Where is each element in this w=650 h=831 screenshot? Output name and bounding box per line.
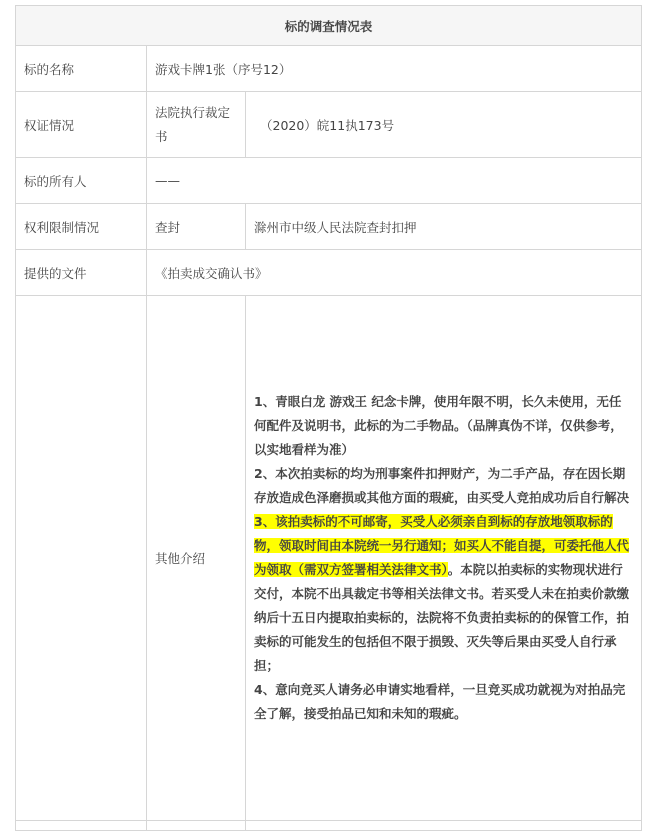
table-row-owner [16,158,642,204]
restriction-detail: 滁州市中级人民法院查封扣押 [246,204,642,250]
row-label-empty [16,296,147,821]
row-value: —— [147,158,642,204]
table-row-tail [16,821,642,831]
tail-cell [246,821,642,831]
row-label: 标的名称 [16,46,147,92]
highlighted-notice: 3、该拍卖标的不可邮寄，买受人必须亲自到标的存放地领取标的物，领取时间由本院统一另行通知；如买人不能自提，可委托他人代为领取（需双方签署相关法律文书） [254,514,630,577]
tail-cell [16,821,147,831]
table-row-restriction [16,204,642,250]
restriction-type: 查封 [147,204,246,250]
notice-text [246,296,642,821]
table-title-row [16,6,642,46]
notice-item-4: 4、意向竞买人请务必申请实地看样，一旦竞买成功就视为对拍品完全了解，接受拍品已知和未知的瑕疵。 [254,682,626,721]
survey-table [15,5,642,831]
table-title: 标的调查情况表 [16,6,642,46]
notice-item-3 [254,510,633,678]
table-row-other [16,296,642,821]
table-row-documents [16,250,642,296]
row-label: 提供的文件 [16,250,147,296]
notice-item-3-rest: 。本院以拍卖标的实物现状进行交付，本院不出具裁定书等相关法律文书。若买受人未在拍卖价款缴纳后十五日内提取拍卖标的，法院将不负责拍卖标的的保管工作，拍卖标的可能发生的包括但不限于损毁、灭失等后果由买受人自行承担； [254,562,630,673]
notice-item-1: 1、青眼白龙 游戏王 纪念卡牌，使用年限不明，长久未使用，无任何配件及说明书，此标的为二手物品。（品牌真伪不详，仅供参考，以实地看样为准） [254,394,623,457]
row-value: 游戏卡牌1张（序号12） [147,46,642,92]
row-label: 其他介绍 [147,296,246,821]
table-row-name [16,46,642,92]
notice-item-2: 2、本次拍卖标的均为刑事案件扣押财产，为二手产品，存在因长期存放造成色泽磨损或其他方面的瑕疵，由买受人竞拍成功后自行解决 [254,466,630,505]
table-row-rights [16,92,642,158]
row-value: 《拍卖成交确认书》 [147,250,642,296]
row-label: 标的所有人 [16,158,147,204]
court-doc-number: （2020）皖11执173号 [246,92,642,158]
row-label: 权证情况 [16,92,147,158]
tail-cell [147,821,246,831]
court-doc-type: 法院执行裁定书 [147,92,246,158]
row-label: 权利限制情况 [16,204,147,250]
